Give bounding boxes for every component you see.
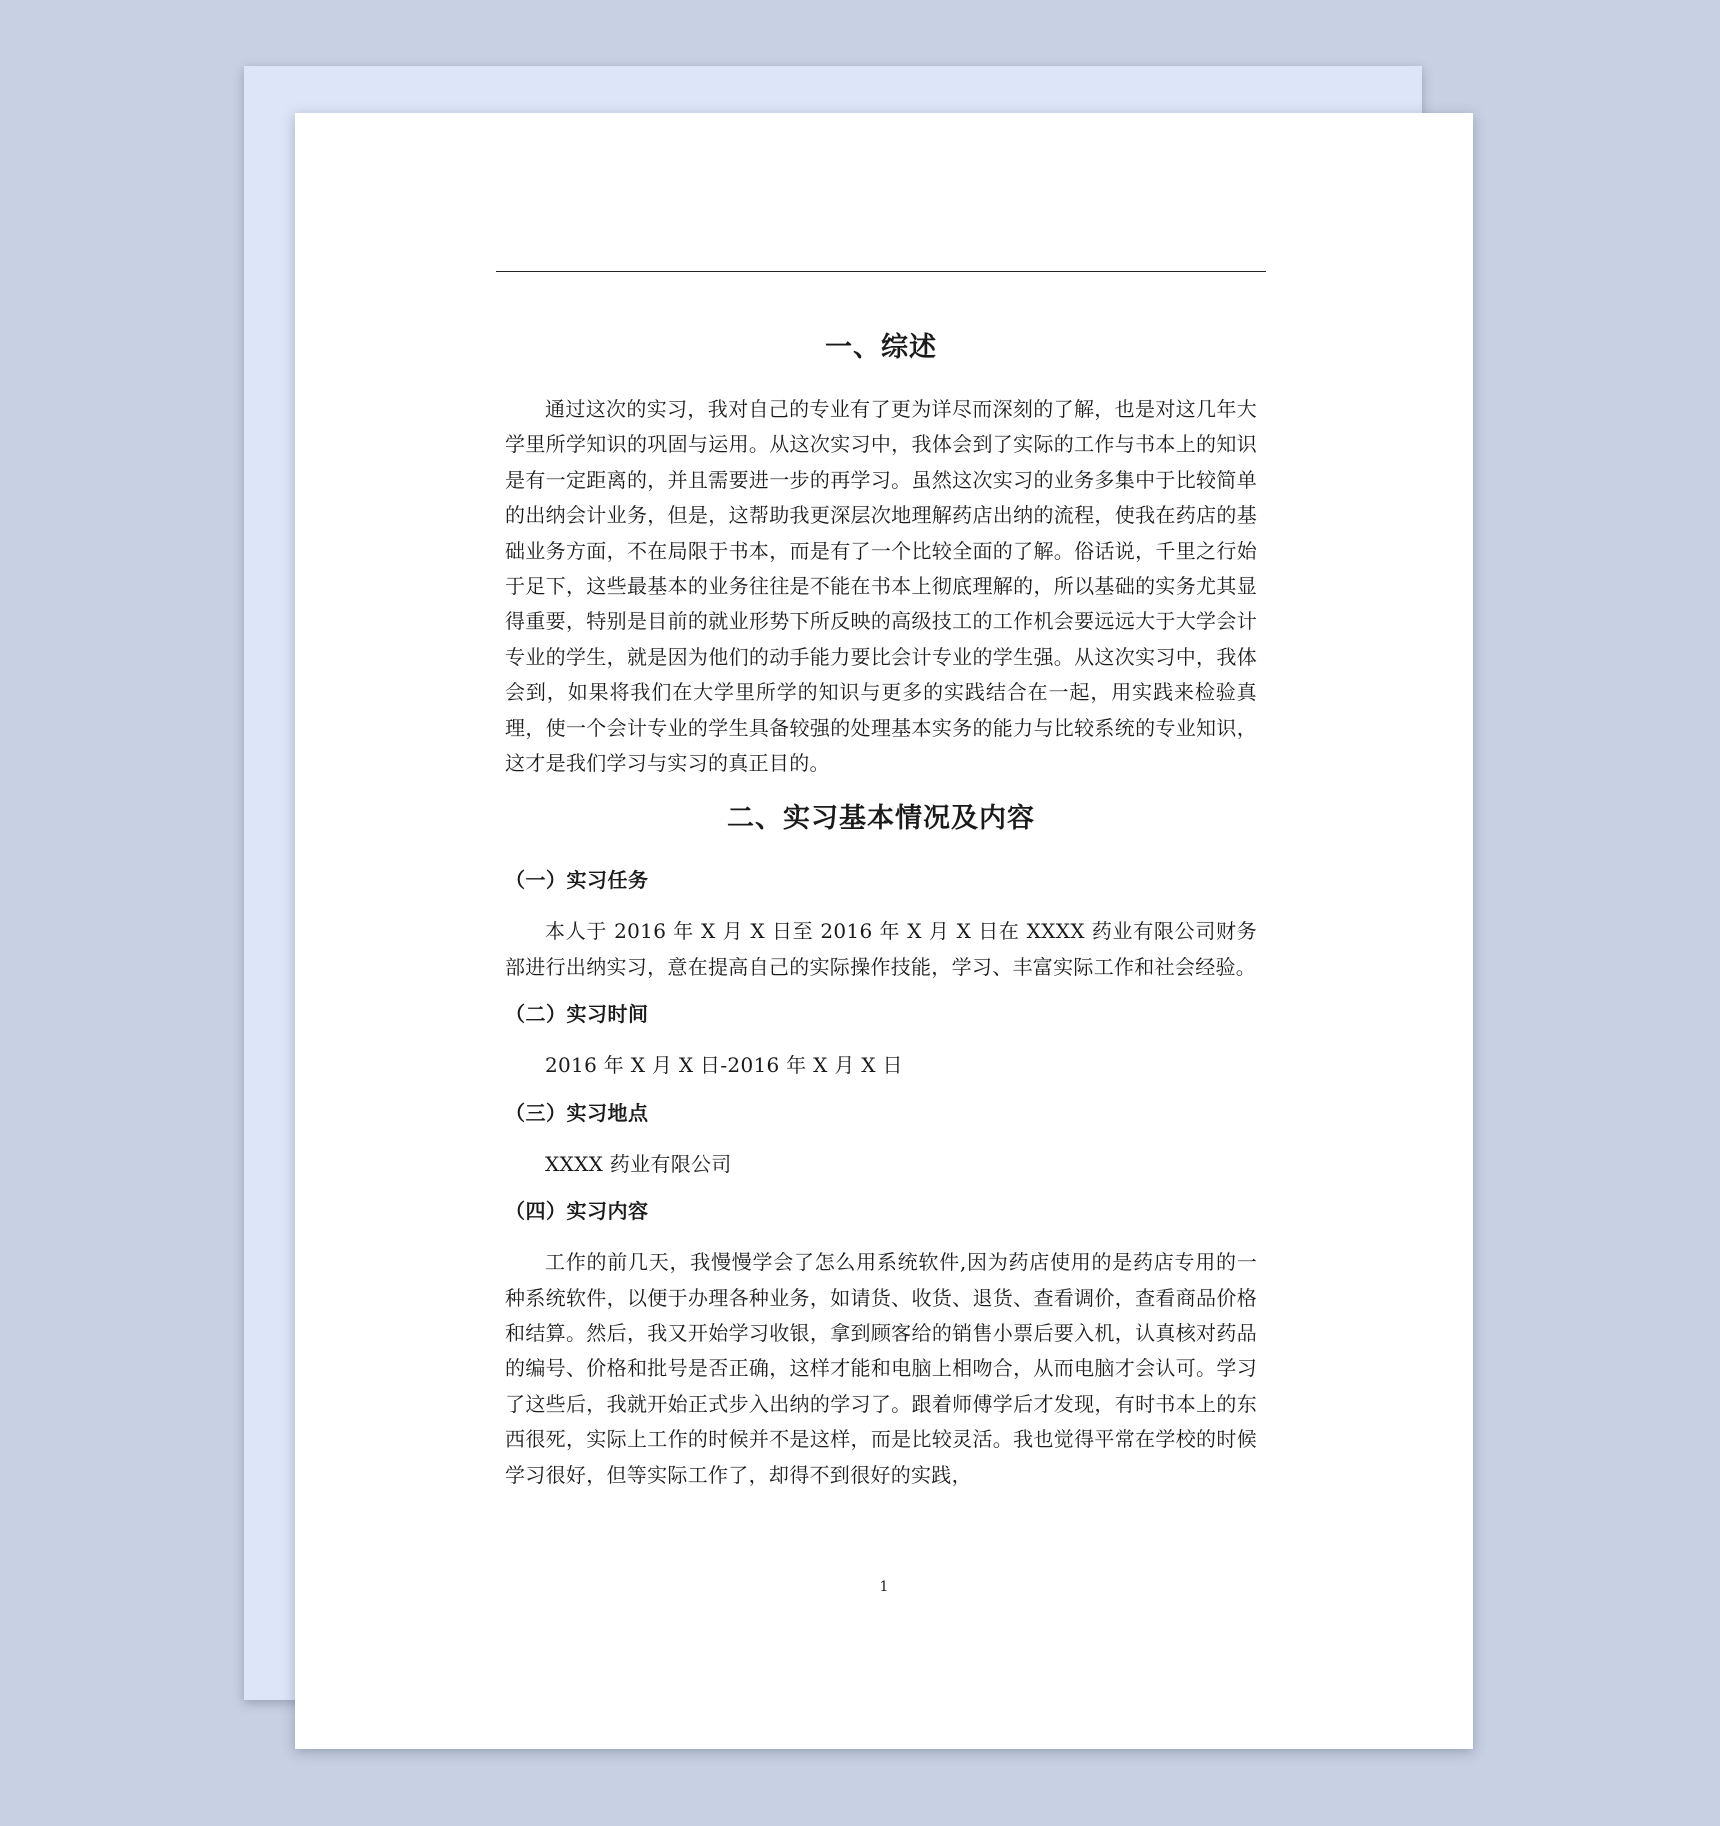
section-title-internship: 二、实习基本情况及内容 [727,803,1035,835]
subheading-time: （二）实习时间 [505,1002,649,1027]
page-content [505,318,1257,1493]
time-paragraph: 2016 年 X 月 X 日-2016 年 X 月 X 日 [545,1053,903,1078]
subheading-task: （一）实习任务 [505,868,649,893]
subheading-location: （三）实习地点 [505,1100,649,1125]
document-page [295,113,1473,1749]
header-rule [496,271,1266,272]
page-number: 1 [879,1579,889,1595]
subheading-content: （四）实习内容 [505,1199,649,1224]
overview-paragraph: 通过这次的实习，我对自己的专业有了更为详尽而深刻的了解，也是对这几年大学里所学知识的巩固与运用。从这次实习中，我体会到了实际的工作与书本上的知识是有一定距离的，并且需要进一步的再学习。虽然这次实习的业务多集中于比较简单的出纳会计业务，但是，这帮助我更深层次地理解药店出纳的流程，使我在药店的基础业务方面，不在局限于书本，而是有了一个比较全面的了解。俗话说，千里之行始于足下，这些最基本的业务往往是不能在书本上彻底理解的，所以基础的实务尤其显得重要，特别是目前的就业形势下所反映的高级技工的工作机会要远远大于大学会计专业的学生，就是因为他们的动手能力要比会计专业的学生强。从这次实习中，我体会到，如果将我们在大学里所学的知识与更多的实践结合在一起，用实践来检验真理，使一个会计专业的学生具备较强的处理基本实务的能力与比较系统的专业知识，这才是我们学习与实习的真正目的。 [505,397,1257,776]
location-paragraph: XXXX 药业有限公司 [545,1151,732,1176]
task-paragraph: 本人于 2016 年 X 月 X 日至 2016 年 X 月 X 日在 XXXX 药业有限公司财务部进行出纳实习，意在提高自己的实际操作技能，学习、丰富实际工作和社会经验。 [505,919,1257,979]
content-paragraph: 工作的前几天，我慢慢学会了怎么用系统软件,因为药店使用的是药店专用的一种系统软件，以便于办理各种业务，如请货、收货、退货、查看调价，查看商品价格和结算。然后，我又开始学习收银，拿到顾客给的销售小票后要入机，认真核对药品的编号、价格和批号是否正确，这样才能和电脑上相吻合，从而电脑才会认可。学习了这些后，我就开始正式步入出纳的学习了。跟着师傅学后才发现，有时书本上的东西很死，实际上工作的时候并不是这样，而是比较灵活。我也觉得平常在学校的时候学习很好，但等实际工作了，却得不到很好的实践， [505,1250,1257,1487]
section-title-overview: 一、综述 [825,332,937,363]
